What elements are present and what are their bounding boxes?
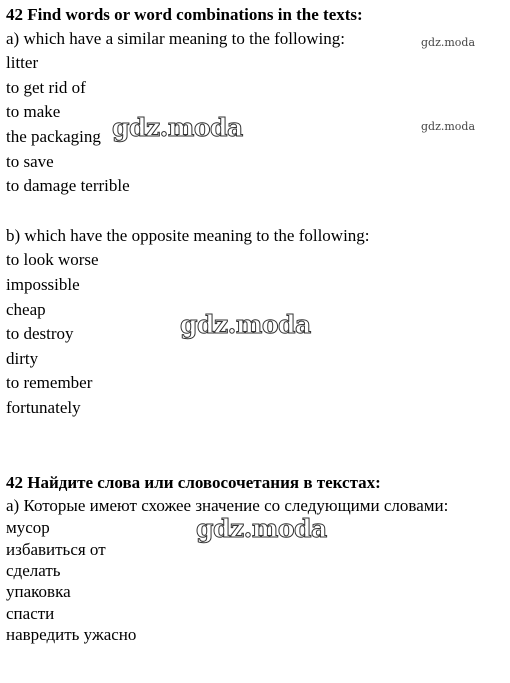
english-part-b-item: impossible (6, 275, 80, 294)
english-part-b-intro: b) which have the opposite meaning to the following: (6, 226, 370, 245)
english-part-b-item: to destroy (6, 324, 74, 343)
russian-part-a-item: избавиться от (6, 540, 106, 559)
russian-heading: 42 Найдите слова или словосочетания в текстах: (6, 473, 381, 492)
russian-part-a-item: упаковка (6, 582, 71, 601)
english-part-a-item: to get rid of (6, 78, 86, 97)
russian-part-a-item: навредить ужасно (6, 625, 137, 644)
english-part-b-item: cheap (6, 300, 46, 319)
russian-part-a-item: сделать (6, 561, 61, 580)
watermark-large: gdz.moda (196, 514, 327, 543)
watermark-small: gdz.moda (421, 120, 476, 133)
english-part-b-item: fortunately (6, 398, 81, 417)
russian-part-a-item: спасти (6, 604, 55, 623)
english-part-b-item: to look worse (6, 250, 99, 269)
english-heading: 42 Find words or word combinations in the texts: (6, 5, 363, 24)
english-part-a-intro: a) which have a similar meaning to the following: (6, 29, 345, 48)
russian-part-a-item: мусор (6, 518, 50, 537)
watermark-small: gdz.moda (421, 36, 476, 49)
english-part-b-item: to remember (6, 373, 93, 392)
english-part-a-item: the packaging (6, 127, 101, 146)
watermark-large: gdz.moda (180, 310, 311, 339)
english-part-a-item: to damage terrible (6, 176, 130, 195)
english-part-a-item: to save (6, 152, 54, 171)
english-part-a-item: to make (6, 102, 61, 121)
russian-part-a-intro: а) Которые имеют схожее значение со следующими словами: (6, 496, 449, 515)
watermark-large: gdz.moda (112, 113, 243, 142)
english-part-b-item: dirty (6, 349, 39, 368)
english-part-a-item: litter (6, 53, 39, 72)
